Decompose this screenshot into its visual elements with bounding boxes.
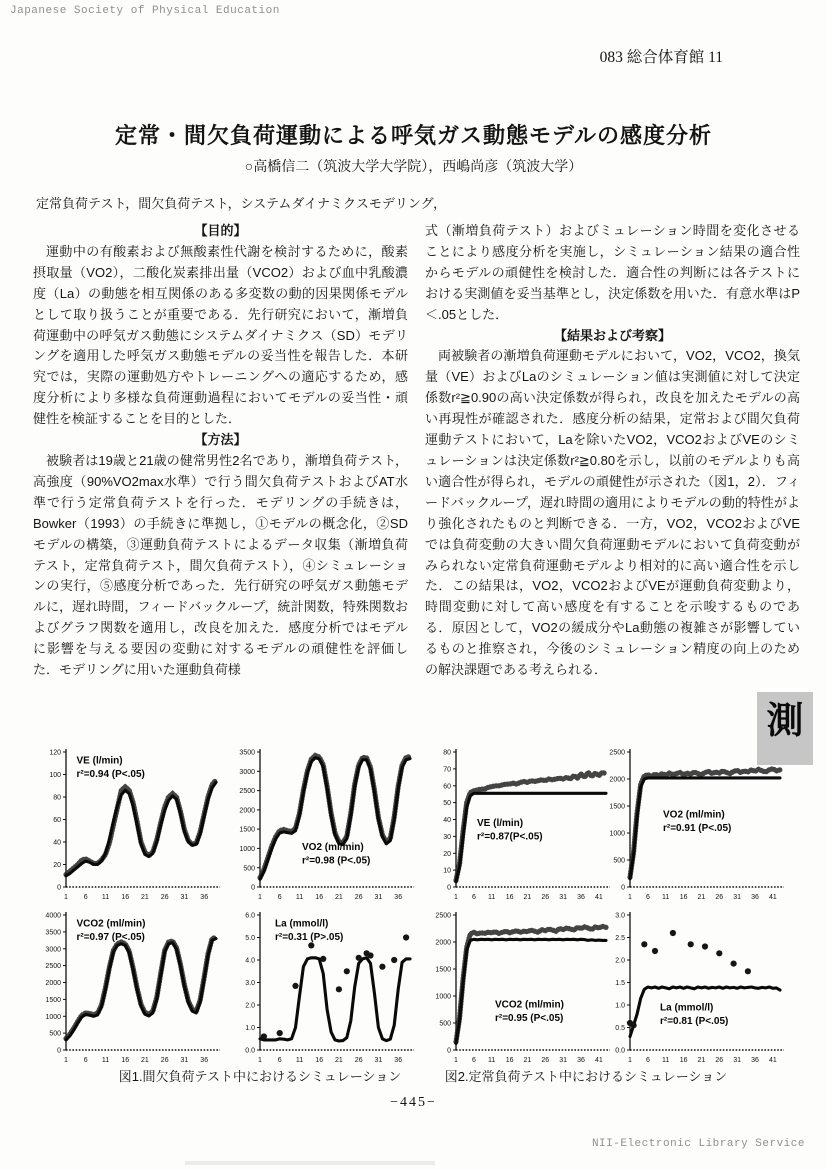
svg-text:2000: 2000 [239, 807, 255, 815]
svg-text:31: 31 [733, 894, 741, 901]
svg-text:2500: 2500 [239, 788, 255, 796]
svg-text:6: 6 [83, 1057, 88, 1064]
chart-fig1-ve-svg [34, 744, 224, 904]
svg-text:60: 60 [443, 783, 451, 791]
method-continued-paragraph: 式（漸増負荷テスト）およびミュレーション時間を変化させることにより感度分析を実施し，シミュレーション結果の適合性からモデルの頑健性を検討した．適合性の判断には各テストにおける実測値を妥当基準とし，決定係数を用いた．有意水準はP＜.05とした． [425, 223, 800, 322]
svg-text:26: 26 [541, 1057, 550, 1064]
chart-fig1-vco2-svg [34, 907, 224, 1067]
authors-line: ○高橋信二（筑波大学大学院），西嶋尚彦（筑波大学） [244, 158, 583, 174]
results-paragraph: 両被験者の漸増負荷運動モデルにおいて，VO2，VCO2，換気量（VE）およびLaのシミュレーション値は実測値に対して決定係数r²≧0.90の高い決定係数が得られ，改良を加えたモデルの高い再現性が確認された．感度分析の結果，定常および間欠負荷運動テストにおいて，Laを除いたVO2，VCO2およびVEのシミュレーションは決定係数r²≧0.80を示し，以前のモデルよりも高い適合性が得られ，モデルの頑健性が示された（図1，2）．フィードバックループ，遅れ時間の適用によりモデルの動的特性がより強化されたものと判断できる．一方，VO2，VCO2およびVEでは負荷変動の大きい間欠負荷運動モデルにおいて負荷変動がみられない定常負荷運動モデルより相対的に高い適合性を示した．この結果は，VO2，VCO2およびVEが運動負荷変動より，時間変動に対して高い感度を有することを示唆するものである．原因として，VO2の緩成分やLa動態の複雑さが影響しているものと推察され，今後のシミュレーション精度の向上のための解決課題である考えられる． [425, 348, 800, 678]
svg-text:41: 41 [769, 1057, 777, 1064]
svg-text:26: 26 [160, 894, 169, 901]
svg-text:2.0: 2.0 [245, 1002, 255, 1010]
svg-text:21: 21 [335, 1057, 343, 1064]
purpose-paragraph: 運動中の有酸素および無酸素性代謝を検討するために，酸素摂取量（VO2），二酸化炭素排出量（VCO2）および血中乳酸濃度（La）の動態を相互関係のある多変数の動的因果関係モデルとして取り扱うことが重要である．先行研究において，漸増負荷運動中の呼気ガス動態にシステムダイナミクス（SD）モデリングを適用した呼気ガス動態モデルの妥当性を報告した．本研究では，実際の運動処方やトレーニングへの適応するため，感度分析により多様な負荷運動過程においてモデルの妥当性・頑健性を検証することを目的とした． [33, 243, 408, 427]
chart-fig2-vo2 [598, 744, 788, 904]
session-code: 083 総合体育館 11 [599, 49, 723, 66]
svg-text:1: 1 [64, 894, 68, 901]
svg-text:80: 80 [443, 749, 451, 757]
svg-text:VE (l/min): VE (l/min) [76, 755, 123, 767]
svg-text:1: 1 [454, 894, 458, 901]
svg-text:3500: 3500 [239, 749, 255, 757]
svg-text:1.0: 1.0 [615, 1002, 625, 1010]
svg-text:0.5: 0.5 [615, 1025, 625, 1033]
svg-text:1500: 1500 [239, 826, 255, 834]
svg-text:2000: 2000 [435, 939, 451, 947]
svg-text:11: 11 [101, 894, 110, 901]
svg-text:26: 26 [354, 894, 363, 901]
svg-text:VE (l/min): VE (l/min) [477, 817, 524, 829]
chart-fig2-ve-svg [424, 744, 614, 904]
svg-text:r²=0.87(P<.05): r²=0.87(P<.05) [477, 831, 543, 843]
svg-text:100: 100 [49, 772, 61, 780]
svg-text:31: 31 [559, 894, 567, 901]
svg-text:La (mmol/l): La (mmol/l) [660, 1002, 714, 1014]
svg-text:20: 20 [53, 862, 61, 870]
svg-text:11: 11 [488, 894, 496, 901]
chart-fig1-la [228, 907, 418, 1067]
svg-text:30: 30 [443, 834, 451, 841]
svg-text:r²=0.94 (P<.05): r²=0.94 (P<.05) [76, 769, 145, 781]
svg-text:31: 31 [733, 1057, 741, 1064]
svg-text:16: 16 [315, 894, 324, 901]
method-paragraph: 被験者は19歳と21歳の健常男性2名であり，漸増負荷テスト，高強度（90%VO2max水準）で行う間欠負荷テストおよびAT水準で行う定常負荷テストを行った．モデリングの手続きは，Bowker（1993）の手続きに準拠し，①モデルの概念化，②SDモデルの構築，③運動負荷テストによるデータ収集（漸増負荷テスト，定常負荷テスト，間欠負荷テスト），④シミュレーションの実行，⑤感度分析であった．先行研究の呼気ガス動態モデルに，遅れ時間，フィードバックループ，統計関数，特殊関数およびグラフ関数を適用し，改良を加えた．感度分析ではモデルに影響を与える要因の変動に対するモデルの頑健性を評価した．モデリングに用いた運動負荷様 [33, 452, 408, 678]
chart-fig2-vco2-svg [424, 907, 614, 1067]
svg-text:VO2 (ml/min): VO2 (ml/min) [663, 809, 725, 821]
svg-text:16: 16 [121, 894, 130, 901]
svg-text:26: 26 [354, 1057, 363, 1064]
figure1-caption: 図1.間欠負荷テスト中におけるシミュレーション [118, 1069, 402, 1084]
svg-text:2500: 2500 [435, 912, 451, 920]
svg-text:3000: 3000 [45, 946, 61, 954]
svg-text:1.5: 1.5 [615, 980, 625, 988]
svg-text:2.0: 2.0 [615, 957, 625, 965]
svg-text:31: 31 [374, 1057, 383, 1064]
chart-fig2-vco2 [424, 907, 614, 1067]
svg-text:16: 16 [505, 1057, 514, 1064]
svg-text:2.5: 2.5 [615, 935, 625, 943]
svg-text:60: 60 [53, 817, 61, 825]
svg-text:1: 1 [454, 1057, 458, 1064]
svg-text:6: 6 [277, 894, 282, 901]
chart-fig1-la-svg [228, 907, 418, 1067]
chart-fig2-ve [424, 744, 614, 904]
svg-text:500: 500 [613, 857, 625, 865]
svg-text:21: 21 [335, 894, 343, 901]
svg-text:26: 26 [715, 894, 724, 901]
page-number: −445− [390, 1095, 437, 1110]
right-column [425, 221, 800, 681]
figure2-caption: 図2.定常負荷テスト中におけるシミュレーション [444, 1069, 728, 1084]
svg-text:31: 31 [374, 894, 383, 901]
svg-text:21: 21 [523, 894, 532, 901]
left-column [33, 221, 408, 681]
chart-fig2-vo2-svg [598, 744, 788, 904]
svg-text:2000: 2000 [45, 980, 61, 988]
svg-text:1500: 1500 [435, 966, 451, 974]
svg-text:2500: 2500 [45, 963, 61, 971]
svg-text:40: 40 [443, 817, 451, 825]
svg-text:36: 36 [394, 1057, 403, 1064]
svg-text:31: 31 [180, 1057, 189, 1064]
purpose-heading: 【目的】 [194, 223, 247, 238]
scan-smudge [185, 1161, 435, 1165]
svg-text:0: 0 [57, 1047, 61, 1055]
svg-text:6: 6 [277, 1057, 282, 1064]
svg-text:36: 36 [751, 1057, 759, 1064]
svg-text:36: 36 [577, 894, 585, 901]
svg-text:6: 6 [83, 894, 88, 901]
method-heading: 【方法】 [194, 432, 247, 448]
svg-text:2500: 2500 [609, 749, 625, 757]
svg-text:16: 16 [679, 894, 688, 901]
chart-fig1-ve [34, 744, 224, 904]
svg-text:50: 50 [443, 800, 451, 808]
paper-title: 定常・間欠負荷運動による呼気ガス動態モデルの感度分析 [115, 123, 712, 148]
svg-text:4.0: 4.0 [245, 957, 255, 965]
svg-text:36: 36 [200, 1057, 209, 1064]
svg-text:4000: 4000 [45, 912, 61, 920]
svg-text:11: 11 [662, 894, 670, 901]
svg-text:16: 16 [505, 894, 514, 901]
svg-text:41: 41 [769, 894, 777, 901]
svg-text:2000: 2000 [609, 776, 625, 784]
svg-text:VCO2 (ml/min): VCO2 (ml/min) [495, 999, 564, 1011]
svg-text:1: 1 [258, 1057, 262, 1064]
keywords-line: 定常負荷テスト，間欠負荷テスト，システムダイナミクスモデリング， [36, 196, 447, 211]
chart-fig2-la-svg [598, 907, 788, 1067]
svg-text:1: 1 [64, 1057, 68, 1064]
svg-text:80: 80 [53, 794, 61, 802]
svg-text:1: 1 [628, 894, 632, 901]
svg-text:21: 21 [523, 1057, 532, 1064]
svg-text:11: 11 [101, 1057, 110, 1064]
svg-text:La (mmol/l): La (mmol/l) [275, 918, 329, 930]
index-tab: 測 [757, 692, 813, 765]
chart-fig1-vo2 [228, 744, 418, 904]
svg-text:36: 36 [577, 1057, 585, 1064]
library-watermark-top: Japanese Society of Physical Education [10, 5, 280, 17]
svg-text:r²=0.31 (P>.05): r²=0.31 (P>.05) [275, 932, 344, 944]
chart-fig2-la [598, 907, 788, 1067]
svg-text:500: 500 [49, 1030, 61, 1038]
svg-text:VCO2 (ml/min): VCO2 (ml/min) [76, 918, 146, 930]
svg-text:26: 26 [715, 1057, 724, 1064]
svg-text:10: 10 [443, 867, 451, 875]
svg-text:16: 16 [121, 1057, 130, 1064]
svg-text:6: 6 [645, 1057, 650, 1064]
svg-text:r²=0.97 (P<.05): r²=0.97 (P<.05) [76, 932, 145, 944]
svg-text:500: 500 [439, 1020, 451, 1028]
svg-text:1000: 1000 [45, 1013, 61, 1021]
svg-text:11: 11 [662, 1057, 670, 1064]
svg-text:11: 11 [295, 894, 304, 901]
svg-text:40: 40 [53, 839, 61, 847]
svg-text:1000: 1000 [239, 846, 255, 853]
svg-text:0: 0 [57, 884, 61, 892]
svg-text:1000: 1000 [435, 993, 451, 1001]
svg-text:21: 21 [141, 894, 149, 901]
svg-text:r²=0.81 (P<.05): r²=0.81 (P<.05) [660, 1015, 729, 1027]
body-columns [33, 221, 800, 681]
svg-text:500: 500 [243, 865, 255, 873]
svg-text:VO2 (ml/min): VO2 (ml/min) [302, 842, 364, 854]
svg-text:0.0: 0.0 [615, 1047, 625, 1055]
chart-fig1-vco2 [34, 907, 224, 1067]
svg-text:6: 6 [645, 894, 650, 901]
svg-text:11: 11 [295, 1057, 304, 1064]
svg-text:1000: 1000 [609, 830, 625, 838]
svg-text:31: 31 [180, 894, 189, 901]
svg-text:26: 26 [541, 894, 550, 901]
svg-text:0.0: 0.0 [245, 1047, 255, 1055]
svg-text:1: 1 [628, 1057, 632, 1064]
svg-text:0: 0 [621, 884, 625, 892]
svg-text:16: 16 [315, 1057, 324, 1064]
svg-text:0: 0 [251, 884, 255, 892]
svg-text:0: 0 [447, 884, 451, 892]
svg-text:6: 6 [471, 894, 476, 901]
svg-text:21: 21 [697, 894, 706, 901]
svg-text:6.0: 6.0 [245, 912, 255, 920]
svg-text:36: 36 [394, 894, 403, 901]
svg-text:31: 31 [559, 1057, 567, 1064]
svg-text:11: 11 [488, 1057, 496, 1064]
chart-fig1-vo2-svg [228, 744, 418, 904]
svg-text:r²=0.91 (P<.05): r²=0.91 (P<.05) [663, 823, 732, 835]
svg-text:1500: 1500 [45, 997, 61, 1004]
svg-text:20: 20 [443, 850, 451, 858]
svg-text:41: 41 [595, 1057, 603, 1064]
svg-text:3.0: 3.0 [245, 980, 255, 988]
svg-text:41: 41 [595, 894, 603, 901]
svg-text:r²=0.98 (P<.05): r²=0.98 (P<.05) [302, 855, 371, 867]
svg-text:26: 26 [160, 1057, 169, 1064]
library-watermark-bottom: NII-Electronic Library Service [591, 1138, 805, 1150]
svg-text:21: 21 [697, 1057, 706, 1064]
svg-text:1.0: 1.0 [245, 1025, 255, 1033]
svg-text:r²=0.95 (P<.05): r²=0.95 (P<.05) [495, 1013, 564, 1025]
svg-text:1500: 1500 [609, 803, 625, 811]
svg-text:70: 70 [443, 766, 451, 774]
figures-area [34, 744, 814, 1089]
svg-text:3.0: 3.0 [615, 912, 625, 920]
svg-text:120: 120 [49, 749, 61, 757]
svg-text:36: 36 [200, 894, 209, 901]
svg-text:1: 1 [258, 894, 262, 901]
svg-text:6: 6 [471, 1057, 476, 1064]
svg-text:3500: 3500 [45, 929, 61, 937]
svg-text:16: 16 [679, 1057, 688, 1064]
svg-text:3000: 3000 [239, 768, 255, 776]
results-heading: 【結果および考察】 [553, 327, 671, 343]
svg-text:36: 36 [751, 894, 759, 901]
svg-text:21: 21 [141, 1057, 149, 1064]
svg-text:5.0: 5.0 [245, 935, 255, 943]
svg-text:0: 0 [447, 1047, 451, 1055]
